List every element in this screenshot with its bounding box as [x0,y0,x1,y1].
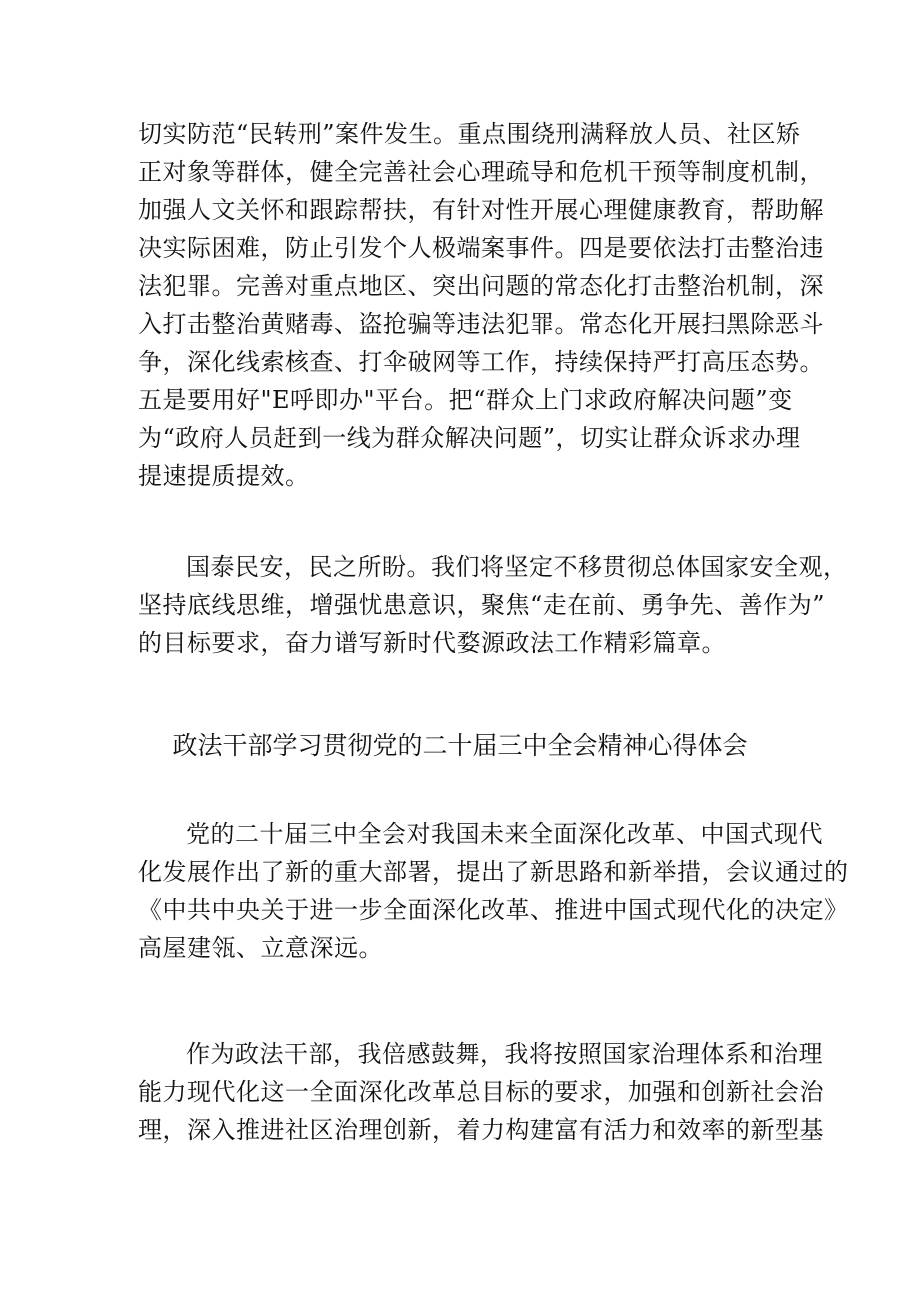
paragraph-1 [138,115,824,495]
text-line: 化发展作出了新的重大部署，提出了新思路和新举措，会议通过的 [138,858,849,886]
text-line: 加强人文关怀和跟踪帮扶，有针对性开展心理健康教育，帮助解 [138,196,824,224]
text-line: 高屋建瓴、立意深远。 [138,934,383,962]
paragraph-2 [138,548,848,662]
paragraph-3 [138,815,849,967]
text-line: 《中共中央关于进一步全面深化改革、推进中国式现代化的决定》 [138,896,849,924]
text-line: 正对象等群体，健全完善社会心理疏导和危机干预等制度机制， [138,158,824,186]
section-heading: 政法干部学习贯彻党的二十届三中全会精神心得体会 [172,731,748,760]
paragraph-4 [138,1035,824,1149]
text-line: 提速提质提效。 [138,462,310,490]
text-line: 决实际困难，防止引发个人极端案事件。四是要依法打击整治违 [138,234,824,262]
text-line: 能力现代化这一全面深化改革总目标的要求，加强和创新社会治 [138,1078,824,1106]
text-line: 作为政法干部，我倍感鼓舞，我将按照国家治理体系和治理 [186,1040,823,1068]
text-line: 争，深化线索核查、打伞破网等工作，持续保持严打高压态势。 [138,348,824,376]
text-line: 入打击整治黄赌毒、盗抢骗等违法犯罪。常态化开展扫黑除恶斗 [138,310,824,338]
text-line: 党的二十届三中全会对我国未来全面深化改革、中国式现代 [186,820,823,848]
text-line: 为“政府人员赶到一线为群众解决问题”，切实让群众诉求办理 [138,424,801,452]
text-line: 的目标要求，奋力谱写新时代婺源政法工作精彩篇章。 [138,629,726,657]
text-line: 五是要用好"E呼即办"平台。把“群众上门求政府解决问题”变 [138,386,793,414]
text-line: 坚持底线思维，增强忧患意识，聚焦“走在前、勇争先、善作为” [138,591,826,619]
text-line: 理，深入推进社区治理创新，着力构建富有活力和效率的新型基 [138,1116,824,1144]
text-line: 法犯罪。完善对重点地区、突出问题的常态化打击整治机制，深 [138,272,824,300]
text-line: 国泰民安，民之所盼。我们将坚定不移贯彻总体国家安全观， [186,553,848,581]
text-line: 切实防范“民转刑”案件发生。重点围绕刑满释放人员、社区矫 [138,120,801,148]
